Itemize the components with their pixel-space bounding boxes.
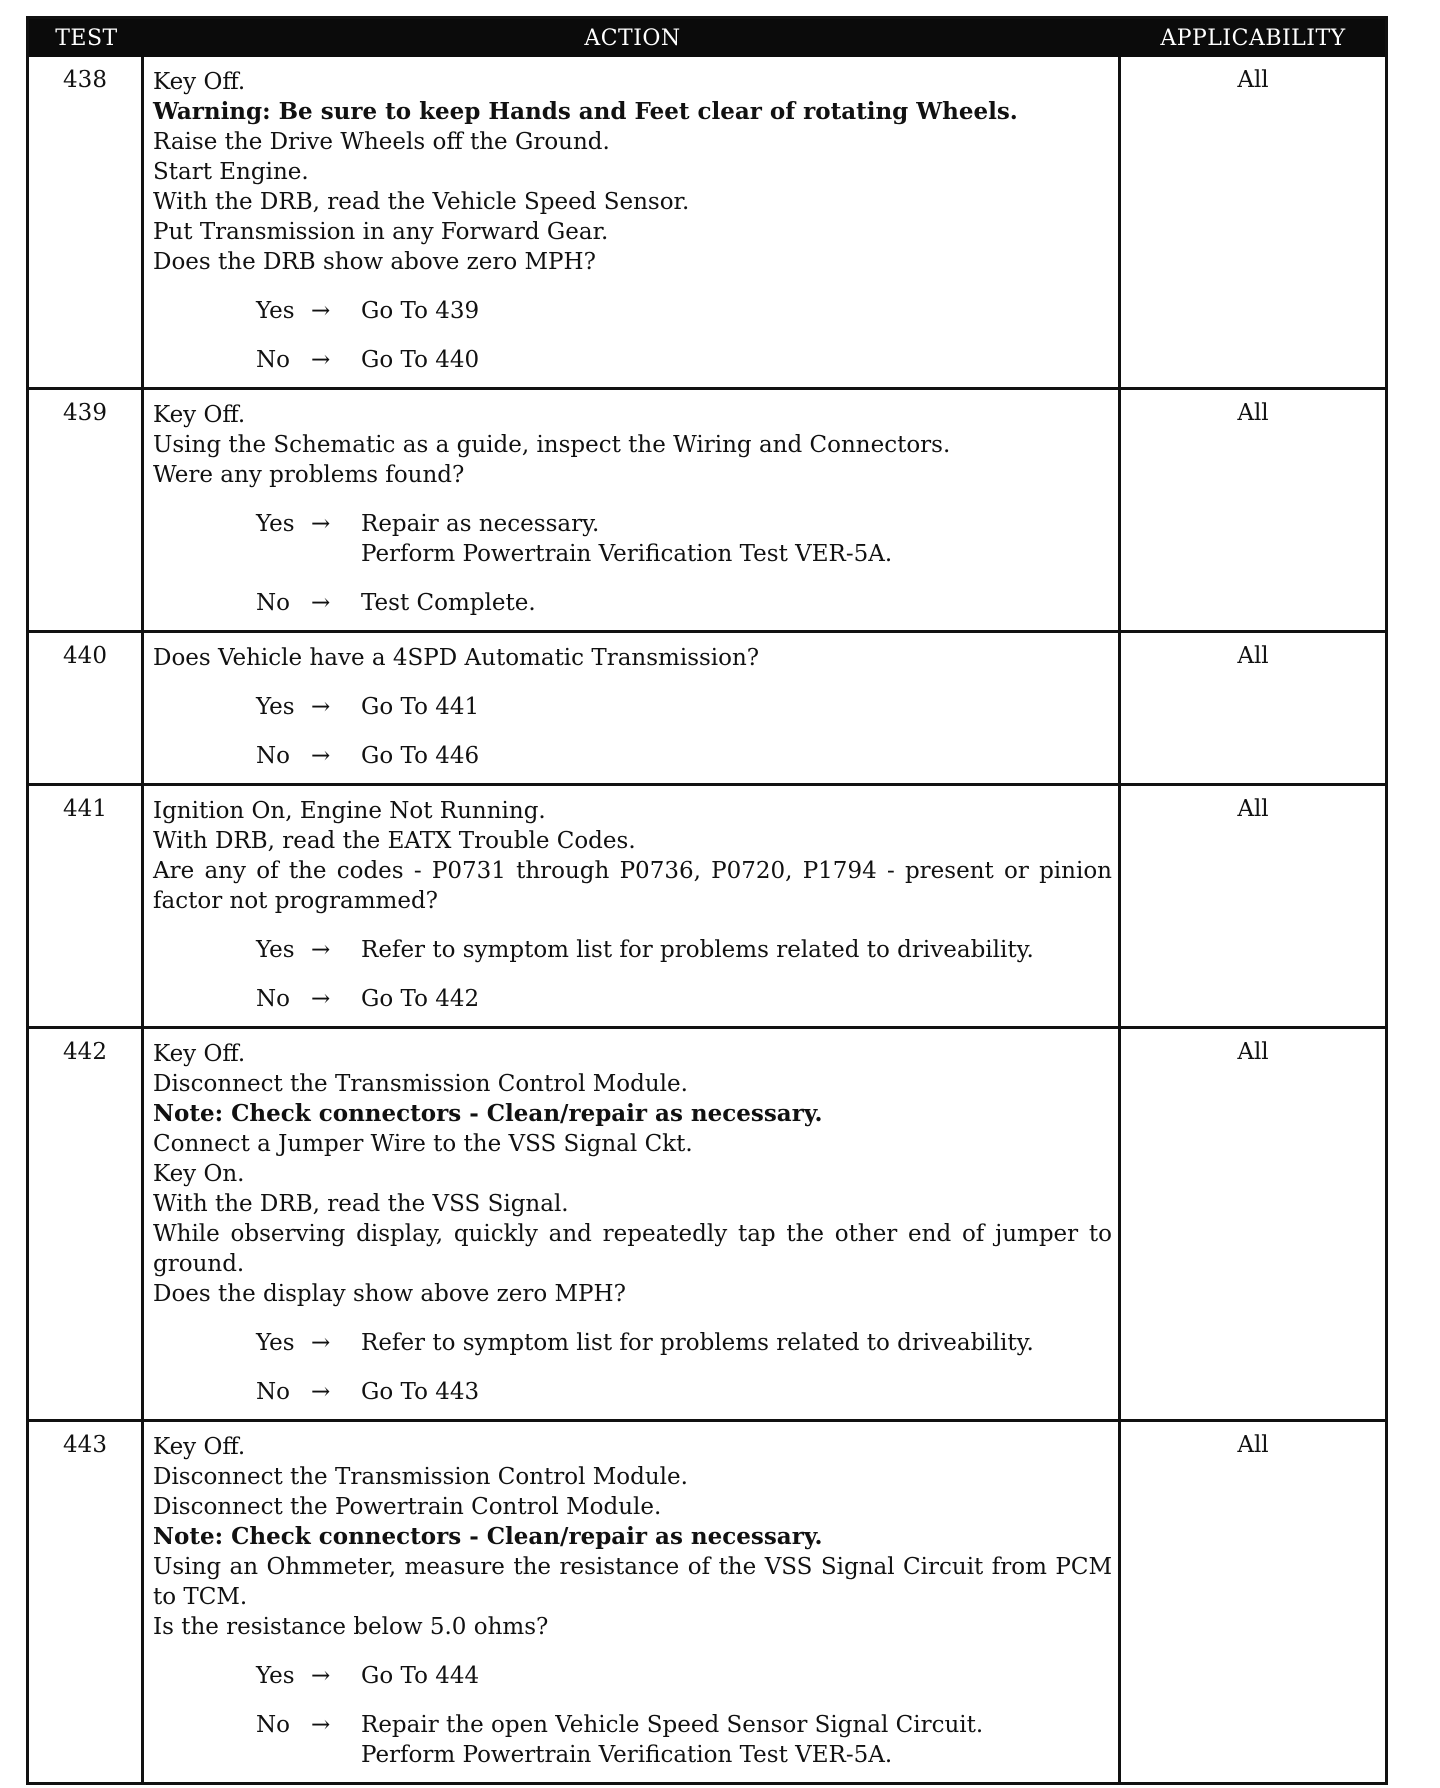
outcome-result: [361, 345, 1112, 375]
test-number: 439: [29, 390, 144, 630]
outcome: [153, 1710, 1112, 1770]
outcome-answer: Yes: [256, 1330, 295, 1356]
outcome-answer: Yes: [256, 694, 295, 720]
outcome-result-line: Go To 443: [361, 1379, 480, 1405]
outcome-result-line: Test Complete.: [361, 590, 536, 616]
outcome-result: [361, 1328, 1112, 1358]
outcome: [153, 345, 1112, 375]
right-arrow-icon: →: [311, 743, 331, 769]
outcome-result-line: Go To 441: [361, 694, 480, 720]
right-arrow-icon: →: [311, 1663, 331, 1689]
action-step: Using an Ohmmeter, measure the resistance of the VSS Signal Circuit from PCM to TCM.: [153, 1554, 1112, 1610]
outcome-answer: No: [256, 1379, 290, 1405]
outcome: [153, 1377, 1112, 1407]
outcome-result: [361, 984, 1112, 1014]
outcome: [153, 984, 1112, 1014]
outcome-result-line: Perform Powertrain Verification Test VER-5A.: [361, 541, 893, 567]
right-arrow-icon: →: [311, 347, 331, 373]
outcome: [153, 1661, 1112, 1691]
action-step: Key Off.: [153, 402, 246, 428]
right-arrow-icon: →: [311, 1712, 331, 1738]
outcome: [153, 935, 1112, 965]
action-step: While observing display, quickly and repeatedly tap the other end of jumper to ground.: [153, 1221, 1112, 1277]
action-step: Does Vehicle have a 4SPD Automatic Transmission?: [153, 645, 760, 671]
action-step: Connect a Jumper Wire to the VSS Signal Ckt.: [153, 1131, 693, 1157]
test-number: 438: [29, 57, 144, 387]
action-step: Ignition On, Engine Not Running.: [153, 798, 546, 824]
right-arrow-icon: →: [311, 1379, 331, 1405]
outcome-result: [361, 296, 1112, 326]
header-applicability: APPLICABILITY: [1160, 25, 1346, 51]
header-test: TEST: [55, 25, 118, 51]
outcome-result: [361, 692, 1112, 722]
diagnostic-test-table: [26, 16, 1388, 1785]
table-header: [29, 19, 1385, 57]
action-note: Note: Check connectors - Clean/repair as necessary.: [153, 1100, 823, 1127]
action-cell: [144, 1029, 1121, 1419]
test-number: 440: [29, 633, 144, 783]
action-step: Is the resistance below 5.0 ohms?: [153, 1614, 549, 1640]
action-step: Does the display show above zero MPH?: [153, 1281, 626, 1307]
action-step: Raise the Drive Wheels off the Ground.: [153, 129, 610, 155]
outcome-answer: No: [256, 986, 290, 1012]
outcome-result: [361, 1661, 1112, 1691]
action-step: Using the Schematic as a guide, inspect the Wiring and Connectors.: [153, 432, 951, 458]
action-step: Start Engine.: [153, 159, 309, 185]
applicability-cell: All: [1237, 643, 1269, 669]
outcome-answer: No: [256, 1712, 290, 1738]
outcome-answer: Yes: [256, 298, 295, 324]
right-arrow-icon: →: [311, 986, 331, 1012]
table-row: [29, 1419, 1385, 1782]
outcome: [153, 1328, 1112, 1358]
outcome-result: [361, 741, 1112, 771]
action-step: With the DRB, read the Vehicle Speed Sensor.: [153, 189, 690, 215]
outcome-result-line: Go To 440: [361, 347, 480, 373]
action-step: Disconnect the Transmission Control Module.: [153, 1071, 688, 1097]
action-cell: [144, 633, 1121, 783]
outcome-answer: Yes: [256, 1663, 295, 1689]
action-cell: [144, 390, 1121, 630]
outcome-result: [361, 509, 1112, 569]
action-step: Key On.: [153, 1161, 245, 1187]
action-step: Were any problems found?: [153, 462, 465, 488]
action-note: Note: Check connectors - Clean/repair as necessary.: [153, 1523, 823, 1550]
right-arrow-icon: →: [311, 511, 331, 537]
outcome: [153, 692, 1112, 722]
table-row: [29, 630, 1385, 783]
test-number: 441: [29, 786, 144, 1026]
test-number: 443: [29, 1422, 144, 1782]
applicability-cell: All: [1237, 67, 1269, 93]
outcome-result-line: Refer to symptom list for problems related to driveability.: [361, 937, 1034, 963]
outcome: [153, 509, 1112, 569]
action-step: Disconnect the Powertrain Control Module.: [153, 1494, 662, 1520]
table-row: [29, 387, 1385, 630]
action-step: Key Off.: [153, 1041, 246, 1067]
outcome-result-line: Go To 444: [361, 1663, 480, 1689]
applicability-cell: All: [1237, 1432, 1269, 1458]
outcome-result-line: Go To 439: [361, 298, 480, 324]
action-note: Warning: Be sure to keep Hands and Feet clear of rotating Wheels.: [153, 98, 1018, 125]
right-arrow-icon: →: [311, 694, 331, 720]
table-row: [29, 57, 1385, 387]
table-body: [29, 57, 1385, 1782]
action-step: Key Off.: [153, 69, 246, 95]
outcome-result-line: Repair as necessary.: [361, 511, 600, 537]
right-arrow-icon: →: [311, 298, 331, 324]
action-step: Does the DRB show above zero MPH?: [153, 249, 596, 275]
outcome-result: [361, 935, 1112, 965]
outcome-result-line: Refer to symptom list for problems related to driveability.: [361, 1330, 1034, 1356]
outcome-result-line: Go To 442: [361, 986, 480, 1012]
applicability-cell: All: [1237, 1039, 1269, 1065]
outcome-answer: No: [256, 590, 290, 616]
action-step: With DRB, read the EATX Trouble Codes.: [153, 828, 636, 854]
outcome: [153, 741, 1112, 771]
action-step: Put Transmission in any Forward Gear.: [153, 219, 609, 245]
action-cell: [144, 57, 1121, 387]
table-row: [29, 783, 1385, 1026]
outcome-answer: Yes: [256, 937, 295, 963]
outcome-answer: No: [256, 347, 290, 373]
outcome-result-line: Go To 446: [361, 743, 480, 769]
test-number: 442: [29, 1029, 144, 1419]
action-cell: [144, 1422, 1121, 1782]
header-action: ACTION: [584, 25, 681, 51]
outcome-result-line: Perform Powertrain Verification Test VER-5A.: [361, 1742, 893, 1768]
right-arrow-icon: →: [311, 1330, 331, 1356]
table-row: [29, 1026, 1385, 1419]
action-cell: [144, 786, 1121, 1026]
outcome-answer: No: [256, 743, 290, 769]
right-arrow-icon: →: [311, 590, 331, 616]
outcome-answer: Yes: [256, 511, 295, 537]
action-step: Key Off.: [153, 1434, 246, 1460]
applicability-cell: All: [1237, 796, 1269, 822]
outcome: [153, 588, 1112, 618]
outcome-result: [361, 1710, 1112, 1770]
outcome-result-line: Repair the open Vehicle Speed Sensor Signal Circuit.: [361, 1712, 984, 1738]
right-arrow-icon: →: [311, 937, 331, 963]
outcome-result: [361, 1377, 1112, 1407]
outcome-result: [361, 588, 1112, 618]
outcome: [153, 296, 1112, 326]
action-step: Are any of the codes - P0731 through P0736, P0720, P1794 - present or pinion factor not programmed?: [153, 858, 1112, 914]
action-step: With the DRB, read the VSS Signal.: [153, 1191, 569, 1217]
applicability-cell: All: [1237, 400, 1269, 426]
action-step: Disconnect the Transmission Control Module.: [153, 1464, 688, 1490]
